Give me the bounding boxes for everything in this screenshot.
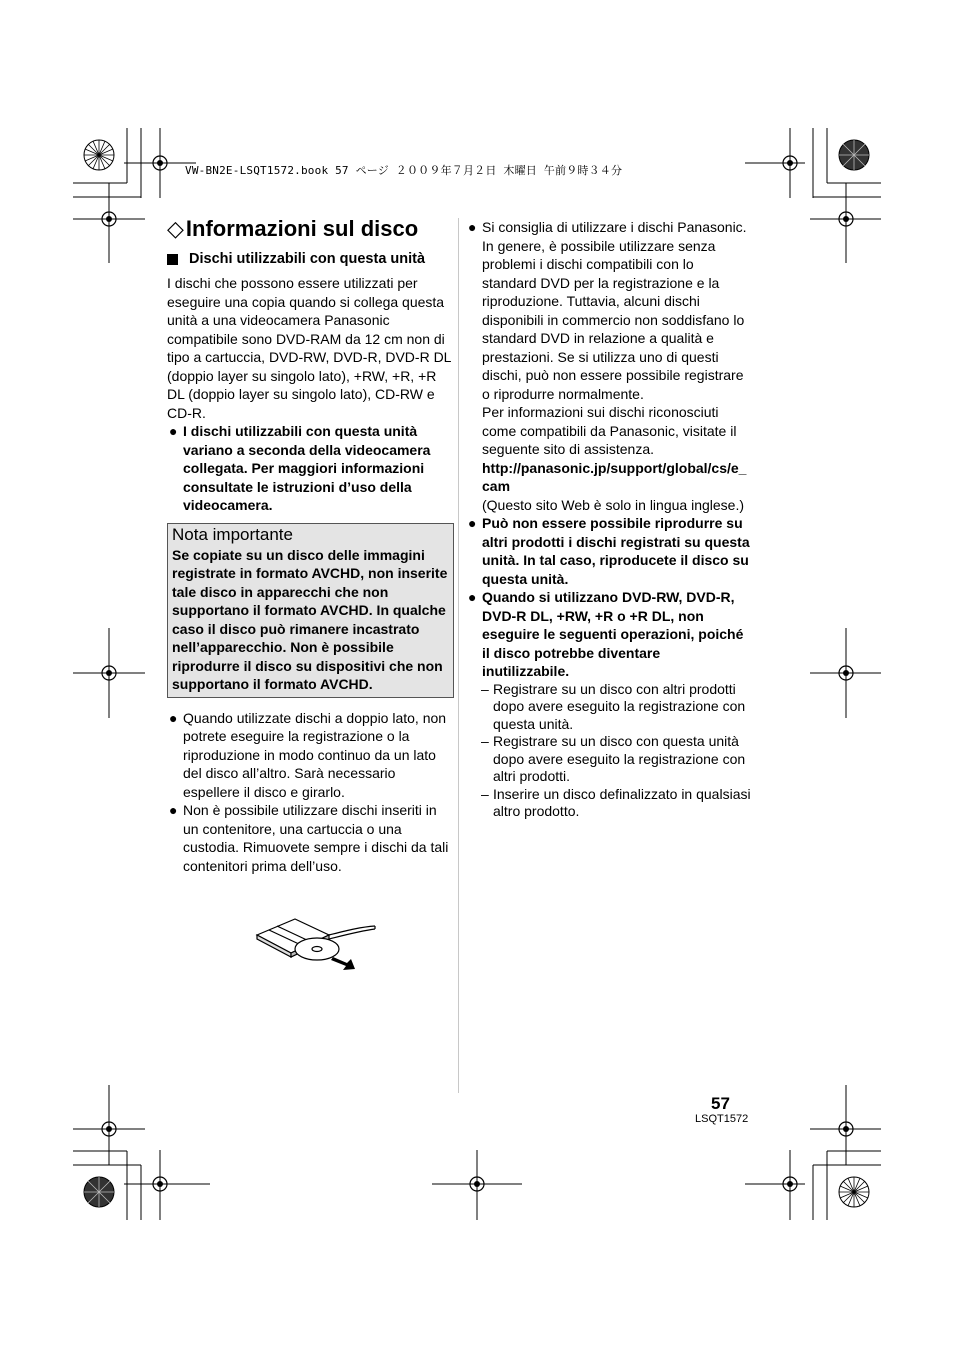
bullet-icon: ● xyxy=(169,802,178,818)
intro-paragraph: I dischi che possono essere utilizzati per eseguire una copia quando si collega questa unità a una videocamera Panasonic compatibile sono DVD-RAM da 12 cm non di tipo a cartuccia, DVD-RW, DVD-R, DVD-R DL (doppio layer su singolo lato), +RW, +R, +R DL (doppio layer su singolo lato), CD-RW e CD-R. xyxy=(167,275,451,421)
column-divider xyxy=(458,218,459,1093)
disc-cartridge-illustration xyxy=(255,913,380,973)
dash-text: Registrare su un disco con questa unità dopo avere eseguito la registrazione con altri prodotti. xyxy=(493,733,746,784)
note-body: Se copiate su un disco delle immagini registrate in formato AVCHD, non inserite tale disco in apparecchi che non supportano il formato AVCHD. In qualche caso il disco può rimanere incastrato nell’apparecchio. Non è possibile riprodurre il disco su dispositivi che non supportano il formato AVCHD. xyxy=(172,546,448,692)
bullet-text: Quando si utilizzano DVD-RW, DVD-R, DVD-R DL, +RW, +R o +R DL, non eseguire le seguenti operazioni, poiché il disco potrebbe diventare inutilizzabile. xyxy=(482,589,744,679)
note-box xyxy=(167,523,454,698)
bullet-item xyxy=(466,588,751,681)
document-code: LSQT1572 xyxy=(695,1113,749,1125)
subheading xyxy=(167,250,454,269)
dash-item xyxy=(466,733,751,786)
diamond-icon: ◇ xyxy=(167,216,184,241)
bullet-icon: ● xyxy=(468,515,477,531)
bullet-item xyxy=(466,514,751,588)
bullet-item xyxy=(167,709,454,802)
square-bullet-icon xyxy=(167,254,178,265)
dash-icon: – xyxy=(481,733,489,749)
subheading-text: Dischi utilizzabili con questa unità xyxy=(189,251,426,267)
bullet-item xyxy=(466,218,751,514)
section-title-text: Informazioni sul disco xyxy=(185,216,419,241)
dash-item xyxy=(466,681,751,734)
book-header-line: VW-BN2E-LSQT1572.book 57 ページ ２００９年７月２日 木曜日 午前９時３４分 xyxy=(185,164,623,177)
bullet-icon: ● xyxy=(468,219,477,235)
dash-text: Registrare su un disco con altri prodotti dopo avere eseguito la registrazione con questa unità. xyxy=(493,680,746,732)
dash-item xyxy=(466,786,751,821)
bullet-text: Non è possibile utilizzare dischi inseriti in un contenitore, una cartuccia o una custodia. Rimuovete sempre i dischi da tali contenitori prima dell’uso. xyxy=(183,802,449,874)
bullet-icon: ● xyxy=(169,709,178,726)
dash-icon: – xyxy=(481,680,489,697)
dash-icon: – xyxy=(481,785,489,802)
bullet-icon: ● xyxy=(169,423,178,439)
bullet-icon: ● xyxy=(468,589,477,605)
bullet-text: Può non essere possibile riprodurre su altri prodotti i dischi registrati su questa unità. In tal caso, riproducete il disco su questa unità. xyxy=(482,515,750,587)
support-url: http://panasonic.jp/support/global/cs/e_cam xyxy=(482,459,747,494)
left-column xyxy=(167,214,454,875)
page-number: 57 xyxy=(711,1094,730,1113)
note-title: Nota importante xyxy=(172,524,293,544)
bullet-item xyxy=(167,801,454,875)
url-language-note: (Questo sito Web è solo in lingua inglese.) xyxy=(482,496,744,513)
bullet-text: Quando utilizzate dischi a doppio lato, non potrete eseguire la registrazione o la riproduzione in modo continuo da un lato del disco all’altro. Sarà necessario espellere il disco e girarlo. xyxy=(183,709,447,800)
dash-text: Inserire un disco definalizzato in qualsiasi altro prodotto. xyxy=(493,785,751,819)
bullet-text: Si consiglia di utilizzare i dischi Panasonic. In genere, è possibile utilizzare senza problemi i dischi compatibili con lo standard DVD per la registrazione e la riproduzione. Tuttavia, alcuni dischi disponibili in commercio non soddisfano lo standard DVD in relazione a qualità e prestazioni. Se si utilizza uno di questi dischi, può non essere possibile registrare o riprodurre normalmente. xyxy=(482,219,747,402)
bullet-text-continued: Per informazioni sui dischi riconosciuti come compatibili da Panasonic, visitate il seguente sito di assistenza. xyxy=(482,404,737,457)
section-title xyxy=(167,214,454,244)
bullet-item xyxy=(167,422,454,515)
right-column xyxy=(466,218,751,821)
bullet-text: I dischi utilizzabili con questa unità variano a seconda della videocamera collegata. Per maggiori informazioni consultate le istruzioni d’uso della videocamera. xyxy=(183,423,431,513)
